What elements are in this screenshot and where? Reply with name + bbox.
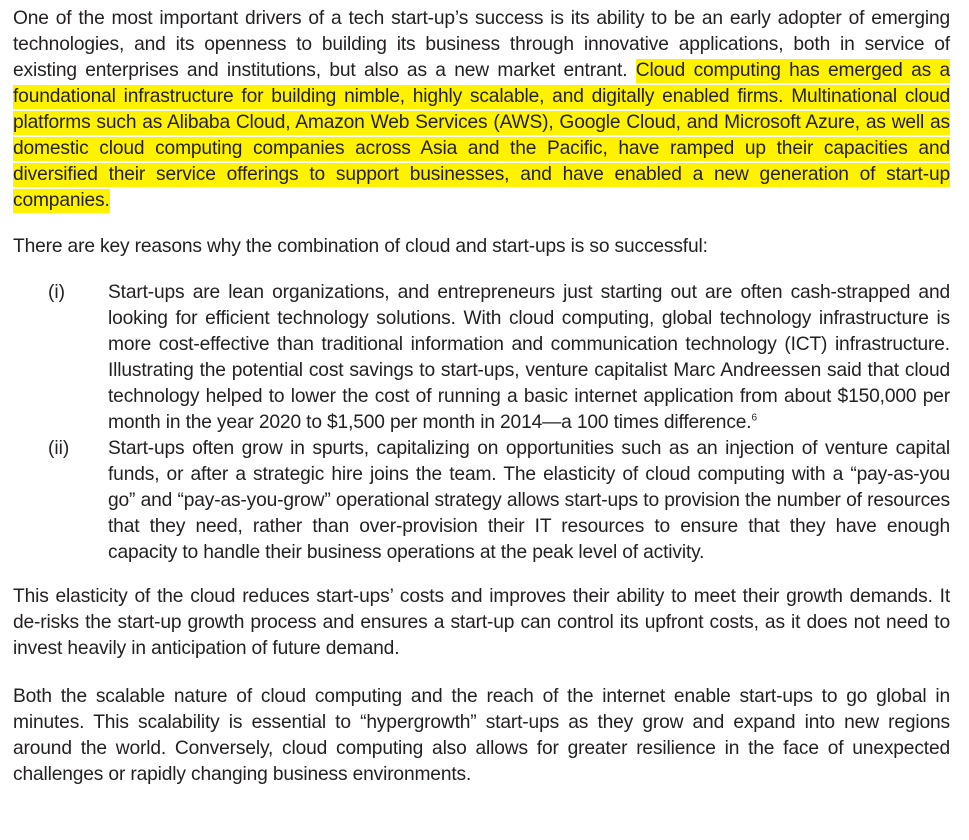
list-item-text [108, 436, 950, 566]
reason-text: Start-ups often grow in spurts, capitalizing on opportunities such as an injection of venture capital funds, or after a strategic hire joins the team. The elasticity of cloud computing with a “pay-as-you go” and “pay-as-you-grow” operational strategy allows start-ups to provision the number of resources that they need, rather than over-provision their IT resources to ensure that they have enough capacity to handle their business operations at the peak level of activity. [108, 438, 950, 563]
list-item-text [108, 280, 950, 436]
scalability-paragraph: Both the scalable nature of cloud computing and the reach of the internet enable start-ups to go global in minutes. This scalability is essential to “hypergrowth” start-ups as they grow and expand into new regions around the world. Conversely, cloud computing also allows for greater resilience in the face of unexpected challenges or rapidly changing business environments. [13, 686, 950, 785]
list-item [13, 280, 950, 436]
intro-plain-text: One of the most important drivers of a tech start-up’s success is its ability to be an early adopter of emerging technologies, and its openness to building its business through innovative applications, both in service of existing enterprises and institutions, but also as a new market entrant. [13, 8, 950, 81]
reason-text: Start-ups are lean organizations, and entrepreneurs just starting out are often cash-strapped and looking for efficient technology solutions. With cloud computing, global technology infrastructure is more cost-effective than traditional information and communication technology (ICT) infrastructure. Illustrating the potential cost savings to start-ups, venture capitalist Marc Andreessen said that cloud technology helped to lower the cost of running a basic internet application from about $150,000 per month in the year 2020 to $1,500 per month in 2014—a 100 times difference. [108, 282, 950, 433]
highlighted-text: Cloud computing has emerged as a foundational infrastructure for building nimble, highly scalable, and digitally enabled firms. Multinational cloud platforms such as Alibaba Cloud, Amazon Web Services (AWS), Google Cloud, and Microsoft Azure, as well as domestic cloud computing companies across Asia and the Pacific, have ramped up their capacities and diversified their service offerings to support businesses, and have enabled a new generation of start-up companies. [13, 60, 950, 211]
list-item [13, 436, 950, 566]
document-page [13, 6, 950, 788]
elasticity-paragraph: This elasticity of the cloud reduces start-ups’ costs and improves their ability to meet their growth demands. It de-risks the start-up growth process and ensures a start-up can control its upfront costs, as it does not need to invest heavily in anticipation of future demand. [13, 586, 950, 659]
reasons-list [13, 280, 950, 566]
intro-paragraph [13, 6, 950, 214]
list-marker: (ii) [48, 438, 70, 459]
footnote-marker[interactable]: 6 [751, 412, 757, 424]
reasons-lead-in: There are key reasons why the combination of cloud and start-ups is so successful: [13, 236, 708, 257]
list-marker: (i) [48, 282, 66, 303]
